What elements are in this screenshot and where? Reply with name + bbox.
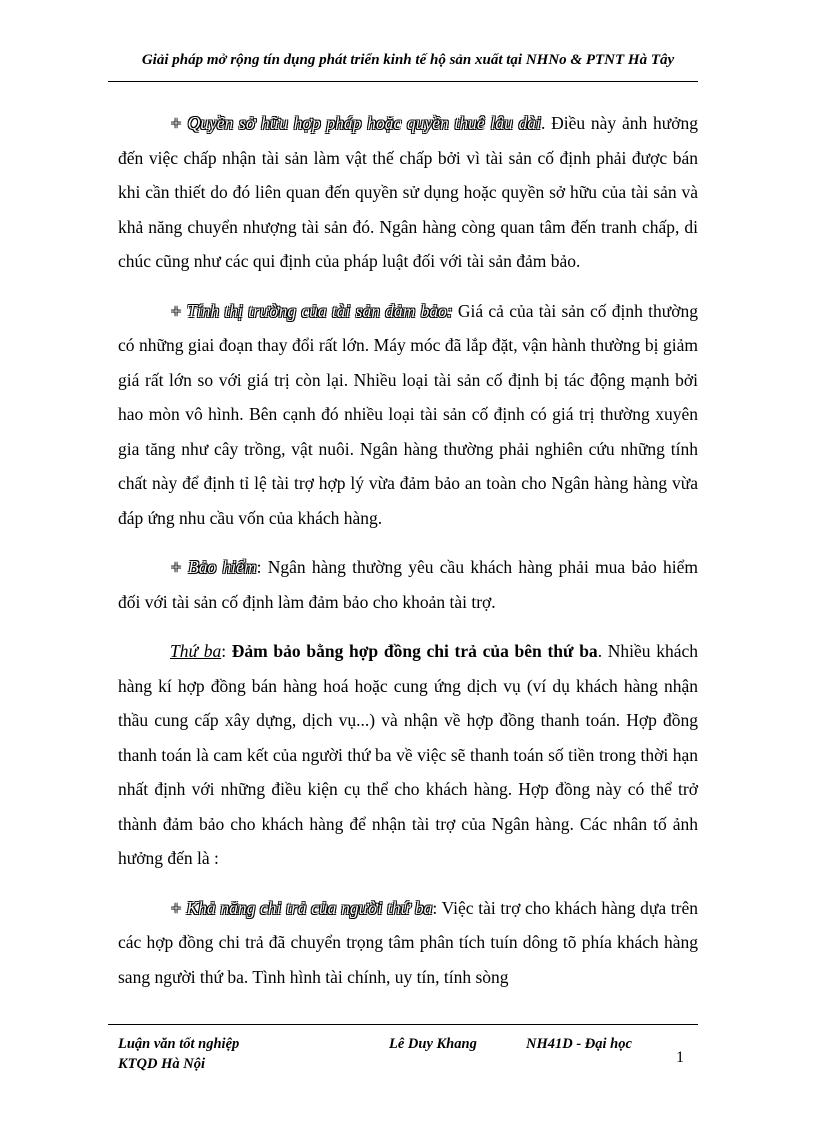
paragraph-insurance — [118, 550, 698, 619]
footer-university: KTQD Hà Nội — [118, 1056, 205, 1072]
document-body — [118, 106, 698, 1009]
paragraph-heading: Đảm bảo bằng hợp đồng chi trả của bên thứ ba — [231, 641, 598, 661]
header-divider — [108, 81, 698, 82]
paragraph-lead: + Khả năng chi trả của người thứ ba — [170, 897, 433, 918]
paragraph-text: : Việc tài trợ cho khách hàng dựa trên các hợp đồng chi trả đã chuyển trọng tâm phân tích tuín dông tõ phía khách hàng sang người thứ ba. Tình hình tài chính, uy tín, tính sòng — [118, 897, 698, 987]
footer-divider — [108, 1024, 698, 1025]
paragraph-text: . Nhiều khách hàng kí hợp đồng bán hàng hoá hoặc cung ứng dịch vụ (ví dụ khách hàng nhận thầu cung cấp xây dựng, dịch vụ...) và nhận về hợp đồng thanh toán. Hợp đồng thanh toán là cam kết của người thứ ba về việc sẽ thanh toán số tiền trong thời hạn nhất định với những điều kiện cụ thể cho khách hàng. Hợp đồng này có thể trở thành đảm bảo cho khách hàng để nhận tài trợ của Ngân hàng. Các nhân tố ảnh hưởng đến là : — [118, 641, 698, 868]
paragraph-payment-ability — [118, 891, 698, 995]
paragraph-text: Giá cả của tài sản cố định thường có những giai đoạn thay đổi rất lớn. Máy móc đã lắp đặt, vận hành thường bị giảm giá rất lớn so với giá trị còn lại. Nhiều loại tài sản cố định bị tác động mạnh bởi hao mòn vô hình. Bên cạnh đó nhiều loại tài sản cố định có giá trị thường xuyên gia tăng như cây trồng, vật nuôi. Ngân hàng thường phải nghiên cứu những tính chất này để định tỉ lệ tài trợ hợp lý vừa đảm bảo an toàn cho Ngân hàng hàng vừa đáp ứng nhu cầu vốn của khách hàng. — [118, 300, 698, 528]
paragraph-third-party — [118, 634, 698, 876]
paragraph-lead: + Quyền sở hữu hợp pháp hoặc quyền thuê lâu dài — [170, 113, 541, 133]
footer-left — [118, 1034, 239, 1074]
paragraph-lead: + Tính thị trường của tài sản đảm bảo: — [170, 300, 453, 321]
paragraph-text: . Điều này ảnh hưởng đến việc chấp nhận tài sản làm vật thế chấp bởi vì tài sản cố định phải được bán khi cần thiết do đó liên quan đến quyền sử dụng hoặc quyền sở hữu của tài sản và khả năng chuyển nhượng tài sản đó. Ngân hàng còng quan tâm đến tranh chấp, di chúc cũng như các qui định của pháp luật đối với tài sản đảm bảo. — [118, 113, 699, 271]
footer-author: Lê Duy Khang — [389, 1036, 477, 1052]
page-header: Giải pháp mở rộng tín dụng phát triển kinh tế hộ sản xuất tại NHNo & PTNT Hà Tây — [141, 52, 675, 68]
paragraph-colon: : — [221, 641, 232, 661]
footer-thesis-label: Luận văn tốt nghiệp — [118, 1036, 240, 1052]
page-number: 1 — [676, 1049, 684, 1066]
paragraph-marketability — [118, 294, 698, 536]
paragraph-text: : Ngân hàng thường yêu cầu khách hàng phải mua bảo hiểm đối với tài sản cố định làm đảm bảo cho khoản tài trợ. — [118, 557, 698, 612]
paragraph-ownership — [118, 106, 698, 279]
paragraph-lead: + Bảo hiểm — [170, 557, 257, 577]
footer-class: NH41D - Đại học — [526, 1036, 632, 1052]
paragraph-lead: Thứ ba — [170, 641, 222, 661]
